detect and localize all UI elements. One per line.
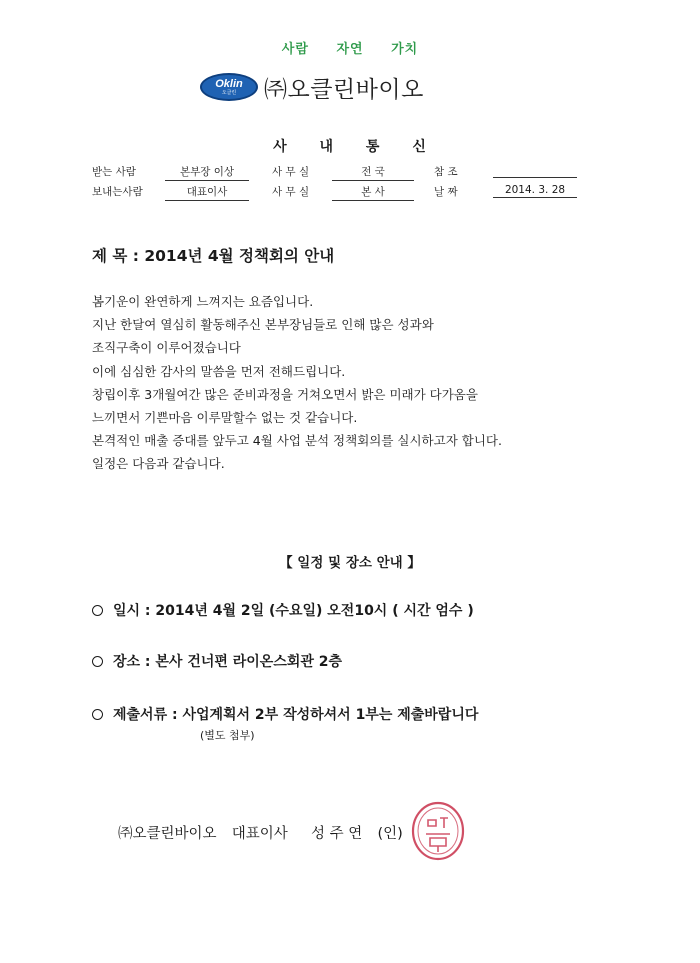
body-text [92,290,612,476]
schedule-date-text: 일시 : 2014년 4월 2일 (수요일) 오전10시 ( 시간 엄수 ) [113,603,474,619]
routing-row-recipient [0,164,700,180]
company-name: ㈜오클린바이오 [264,76,424,103]
oklin-logo-icon [200,73,258,101]
recipient-label: 받는 사람 [92,166,136,178]
circle-bullet-icon [92,656,103,667]
schedule-title: 【 일정 및 장소 안내 】 [279,555,421,571]
signature-line [118,822,403,843]
attachment-note: (별도 첨부) [200,729,255,742]
recipient-value: 본부장 이상 [165,164,249,181]
sender-label: 보내는사람 [92,186,143,198]
date-value: 2014. 3. 28 [493,184,577,198]
office-label: 사 무 실 [272,186,310,198]
routing-row-sender [0,184,700,200]
schedule-item-date [92,600,474,620]
office-value: 전 국 [332,164,414,181]
schedule-place-text: 장소 : 본사 건너편 라이온스회관 2층 [113,654,343,670]
company-logo [200,70,424,104]
sender-value: 대표이사 [165,184,249,201]
body-line: 봄기운이 완연하게 느껴지는 요즘입니다. [92,294,314,309]
schedule-item-place [92,651,342,671]
company-seal-icon [410,800,466,862]
body-line: 본격적인 매출 증대를 앞두고 4월 사업 분석 정책회의를 실시하고자 합니다. [92,433,502,449]
body-line: 이에 심심한 감사의 말씀을 먼저 전해드립니다. [92,363,346,379]
reference-label: 참 조 [434,166,458,178]
signature-company: ㈜오클린바이오 [118,826,217,842]
circle-bullet-icon [92,605,103,616]
office-label: 사 무 실 [272,166,310,178]
schedule-documents-text: 제출서류 : 사업계획서 2부 작성하셔서 1부는 제출바랍니다 [113,707,479,723]
circle-bullet-icon [92,709,103,720]
logo-subtext: 오클린 [221,89,237,96]
office-value: 본 사 [332,184,414,201]
reference-value [493,164,577,178]
body-line: 지난 한달여 열심히 활동해주신 본부장님들로 인해 많은 성과와 [92,317,434,333]
signature-title: 대표이사 [231,826,288,842]
subject-line: 제 목 : 2014년 4월 정책회의 안내 [92,247,335,265]
logo-text: Oklin [215,77,243,90]
document-type: 사 내 통 신 [273,139,427,155]
body-line: 창립이후 3개월여간 많은 준비과정을 거쳐오면서 밝은 미래가 다가옴을 [92,386,478,402]
seal-mark: (인) [377,826,403,842]
slogan: 사람 자연 가치 [281,42,419,57]
date-label: 날 짜 [434,186,458,198]
schedule-item-documents [92,704,478,724]
body-line: 느끼면서 기쁜마음 이루말할수 없는 것 같습니다. [92,410,358,426]
signature-name: 성 주 연 [311,826,363,842]
body-line: 조직구축이 이루어졌습니다 [92,340,241,356]
body-line: 일정은 다음과 같습니다. [92,456,225,472]
